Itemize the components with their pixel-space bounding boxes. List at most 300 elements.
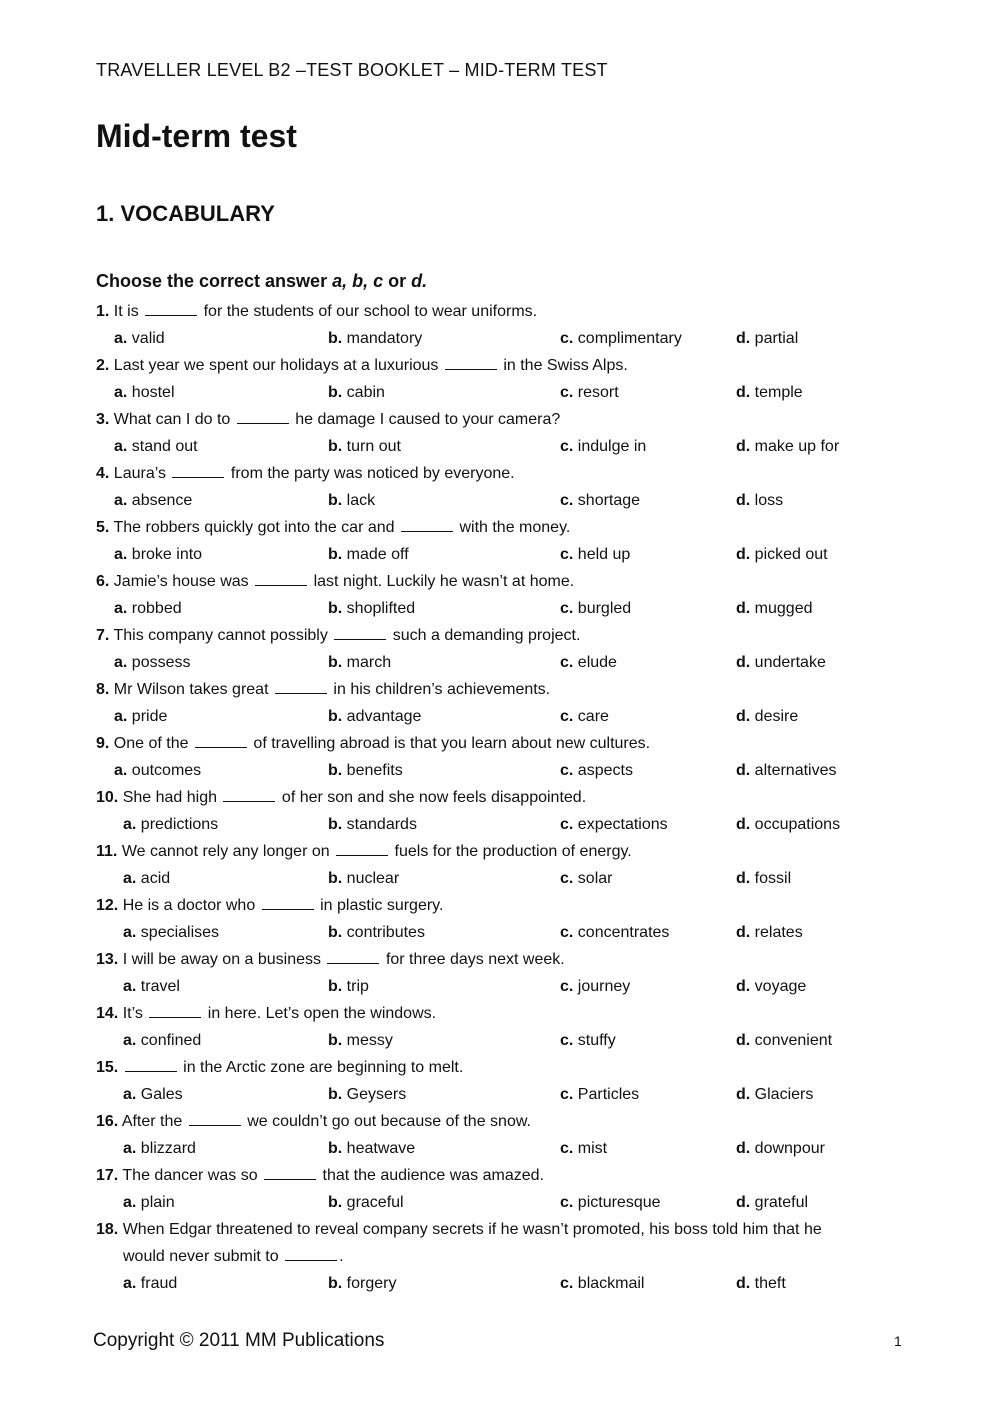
answer-option[interactable] [736,1189,808,1216]
answer-option[interactable] [328,811,417,838]
option-text: forgery [346,1275,397,1292]
option-row [96,487,916,514]
answer-option[interactable] [736,541,828,568]
option-text: journey [577,978,631,995]
answer-option[interactable] [736,1135,825,1162]
option-letter: d. [736,708,751,725]
question-text-before: When Edgar threatened to reveal company secrets if he wasn’t promoted, his boss told him that he [122,1221,822,1238]
answer-option[interactable] [123,1081,183,1108]
option-text: solar [577,870,613,887]
answer-option[interactable] [328,703,421,730]
option-row [96,919,916,946]
question-number: 10. [96,789,119,806]
option-text: concentrates [577,924,670,941]
question-text-after: that the audience was amazed. [322,1167,544,1184]
option-row [96,649,916,676]
answer-option[interactable] [328,1135,415,1162]
answer-option[interactable] [560,1189,661,1216]
option-letter: c. [560,978,574,995]
question-text-after: such a demanding project. [392,627,581,644]
question-text-before: Mr Wilson takes great [113,681,269,698]
answer-option[interactable] [123,919,219,946]
answer-option[interactable] [328,1027,393,1054]
option-text: voyage [754,978,807,995]
option-text: heatwave [346,1140,416,1157]
answer-option[interactable] [328,1189,404,1216]
answer-option[interactable] [560,919,669,946]
option-text: expectations [577,816,668,833]
option-text: hostel [131,384,175,401]
option-text: advantage [346,708,422,725]
answer-option[interactable] [114,325,165,352]
option-letter: b. [328,1275,343,1292]
option-text: plain [140,1194,175,1211]
option-text: messy [346,1032,393,1049]
answer-blank[interactable] [275,678,327,694]
option-row [96,973,916,1000]
option-letter: c. [560,816,574,833]
answer-option[interactable] [560,703,609,730]
answer-option[interactable] [560,379,619,406]
question-text [96,352,916,379]
answer-option[interactable] [736,649,826,676]
question-number: 6. [96,573,110,590]
answer-option[interactable] [560,1270,644,1297]
question-number: 1. [96,303,110,320]
question-number: 18. [96,1221,119,1238]
answer-option[interactable] [114,649,191,676]
answer-option[interactable] [560,325,682,352]
option-letter: c. [560,546,574,563]
answer-option[interactable] [123,1270,177,1297]
question-text [96,1108,916,1135]
question-text [96,514,916,541]
question-text-before: This company cannot possibly [113,627,328,644]
option-row [96,811,916,838]
answer-option[interactable] [560,595,631,622]
answer-option[interactable] [114,487,192,514]
option-letter: c. [560,1032,574,1049]
option-text: possess [131,654,191,671]
answer-option[interactable] [560,973,630,1000]
option-text: cabin [346,384,385,401]
answer-blank[interactable] [145,300,197,316]
question-text-after: of travelling abroad is that you learn about new cultures. [253,735,651,752]
answer-option[interactable] [328,1081,406,1108]
question-text-before: The dancer was so [122,1167,258,1184]
option-letter: b. [328,600,343,617]
option-text: picked out [754,546,828,563]
question-text-before: Jamie’s house was [113,573,249,590]
option-letter: d. [736,816,751,833]
answer-blank[interactable] [262,894,314,910]
question-text-before: It’s [122,1005,143,1022]
answer-option[interactable] [114,595,182,622]
option-row [96,379,916,406]
option-text: shoplifted [346,600,416,617]
option-letter: a. [114,384,128,401]
option-text: lack [346,492,376,509]
answer-option[interactable] [736,433,839,460]
copyright: Copyright © 2011 MM Publications [93,1330,385,1351]
option-row [96,595,916,622]
option-text: desire [754,708,799,725]
answer-blank[interactable] [223,786,275,802]
answer-option[interactable] [560,1135,607,1162]
question-text-before: The robbers quickly got into the car and [113,519,395,536]
option-letter: b. [328,708,343,725]
option-text: made off [346,546,409,563]
question-text [96,838,916,865]
option-letter: a. [123,978,137,995]
answer-option[interactable] [123,973,180,1000]
question-text [96,298,916,325]
option-text: benefits [346,762,403,779]
question-text-after: for three days next week. [385,951,565,968]
question-number: 7. [96,627,110,644]
option-row [96,865,916,892]
option-letter: d. [736,762,751,779]
option-row [96,433,916,460]
option-letter: c. [560,870,574,887]
answer-option[interactable] [328,433,401,460]
option-text: occupations [754,816,841,833]
page-header: TRAVELLER LEVEL B2 –TEST BOOKLET – MID-TERM TEST [96,60,608,80]
option-letter: c. [560,438,574,455]
answer-option[interactable] [328,919,425,946]
question-text-before: He is a doctor who [122,897,256,914]
answer-option[interactable] [328,595,415,622]
option-text: picturesque [577,1194,661,1211]
answer-option[interactable] [560,541,630,568]
option-text: resort [577,384,619,401]
option-text: partial [754,330,799,347]
answer-option[interactable] [560,1081,639,1108]
question-number: 5. [96,519,110,536]
option-letter: a. [123,816,137,833]
answer-option[interactable] [736,919,803,946]
option-letter: a. [123,924,137,941]
answer-option[interactable] [736,325,798,352]
answer-option[interactable] [114,433,198,460]
question-number: 9. [96,735,110,752]
answer-option[interactable] [560,487,640,514]
option-text: theft [754,1275,786,1292]
option-text: graceful [346,1194,404,1211]
option-text: Gales [140,1086,183,1103]
option-text: convenient [754,1032,833,1049]
option-letter: c. [560,1275,574,1292]
answer-option[interactable] [114,541,202,568]
answer-option[interactable] [736,703,798,730]
option-letter: b. [328,1086,343,1103]
option-letter: a. [114,762,128,779]
answer-blank[interactable] [445,354,497,370]
answer-option[interactable] [560,1027,616,1054]
answer-blank[interactable] [336,840,388,856]
option-letter: a. [123,870,137,887]
option-letter: a. [114,330,128,347]
answer-blank[interactable] [237,408,289,424]
answer-option[interactable] [560,811,668,838]
option-letter: a. [123,1140,137,1157]
option-text: contributes [346,924,425,941]
answer-option[interactable] [123,865,170,892]
answer-blank[interactable] [334,624,386,640]
option-letter: d. [736,438,751,455]
option-letter: b. [328,384,343,401]
option-letter: d. [736,1086,751,1103]
question-text-before: I will be away on a business [122,951,322,968]
answer-blank[interactable] [401,516,453,532]
question-text-after: he damage I caused to your camera? [295,411,561,428]
option-letter: b. [328,762,343,779]
option-letter: d. [736,546,751,563]
question-text [96,676,916,703]
question-text [96,1054,916,1081]
question-text-after: in here. Let’s open the windows. [207,1005,437,1022]
option-letter: c. [560,924,574,941]
option-text: complimentary [577,330,682,347]
question-number: 15. [96,1059,119,1076]
option-letter: c. [560,1140,574,1157]
option-text: stand out [131,438,198,455]
answer-option[interactable] [560,757,633,784]
option-text: outcomes [131,762,202,779]
option-text: make up for [754,438,840,455]
answer-option[interactable] [328,973,369,1000]
question-number: 13. [96,951,119,968]
option-text: valid [131,330,165,347]
option-text: elude [577,654,617,671]
question-number: 16. [96,1113,119,1130]
question-number: 8. [96,681,110,698]
option-text: fraud [140,1275,178,1292]
option-letter: c. [560,762,574,779]
answer-blank[interactable] [189,1110,241,1126]
answer-option[interactable] [114,379,175,406]
option-letter: c. [560,1086,574,1103]
option-text: alternatives [754,762,837,779]
question-text [96,1216,916,1243]
option-letter: c. [560,600,574,617]
answer-option[interactable] [736,811,840,838]
option-letter: d. [736,654,751,671]
option-letter: b. [328,816,343,833]
page-title: Mid-term test [96,118,297,154]
option-letter: d. [736,1275,751,1292]
option-letter: a. [123,1275,137,1292]
answer-option[interactable] [736,1027,832,1054]
question-text [96,1000,916,1027]
question-number: 11. [96,843,118,860]
option-text: held up [577,546,631,563]
option-letter: d. [736,384,751,401]
answer-option[interactable] [328,649,391,676]
option-text: robbed [131,600,182,617]
answer-blank[interactable] [327,948,379,964]
option-row [96,325,916,352]
question-text [96,406,916,433]
question-text-after: for the students of our school to wear uniforms. [203,303,538,320]
option-text: shortage [577,492,641,509]
question-text-after: . [339,1248,344,1265]
option-text: standards [346,816,417,833]
question-text [96,460,916,487]
option-letter: b. [328,492,343,509]
option-letter: d. [736,492,751,509]
question-text-after: in plastic surgery. [320,897,444,914]
option-text: fossil [754,870,792,887]
option-text: mugged [754,600,813,617]
question-text-after: fuels for the production of energy. [394,843,632,860]
option-letter: b. [328,1194,343,1211]
option-text: march [346,654,392,671]
question-text [96,946,916,973]
question-text-after: in the Arctic zone are beginning to melt. [183,1059,464,1076]
option-text: turn out [346,438,401,455]
option-text: mandatory [346,330,423,347]
option-letter: a. [123,1086,137,1103]
option-text: blackmail [577,1275,645,1292]
option-text: specialises [140,924,220,941]
answer-option[interactable] [328,1270,396,1297]
option-letter: b. [328,924,343,941]
question-text-before: What can I do to [113,411,231,428]
option-text: undertake [754,654,826,671]
option-text: relates [754,924,803,941]
answer-blank[interactable] [195,732,247,748]
option-letter: d. [736,978,751,995]
question-text-after: with the money. [459,519,571,536]
question-text-after: last night. Luckily he wasn’t at home. [313,573,575,590]
answer-option[interactable] [328,541,409,568]
question-text-before: Last year we spent our holidays at a luxurious [113,357,439,374]
option-text: temple [754,384,803,401]
answer-option[interactable] [123,811,218,838]
instruction-letters: a, b, c [332,271,384,291]
option-text: stuffy [577,1032,616,1049]
answer-option[interactable] [736,595,813,622]
answer-option[interactable] [328,865,399,892]
question-text [96,622,916,649]
option-letter: b. [328,978,343,995]
answer-option[interactable] [560,649,617,676]
question-number: 12. [96,897,119,914]
option-row [96,1270,916,1297]
answer-blank[interactable] [285,1245,337,1261]
option-letter: b. [328,330,343,347]
option-text: Geysers [346,1086,407,1103]
option-letter: b. [328,438,343,455]
question-text-before: It is [113,303,139,320]
answer-option[interactable] [736,1081,813,1108]
answer-option[interactable] [736,1270,786,1297]
option-text: Particles [577,1086,640,1103]
answer-blank[interactable] [125,1056,177,1072]
option-letter: d. [736,924,751,941]
option-letter: a. [123,1032,137,1049]
option-row [96,1135,916,1162]
answer-option[interactable] [736,757,837,784]
question-text [96,892,916,919]
option-letter: a. [114,492,128,509]
question-text-before: Laura’s [113,465,166,482]
answer-blank[interactable] [264,1164,316,1180]
answer-option[interactable] [736,487,783,514]
option-text: loss [754,492,784,509]
option-text: travel [140,978,180,995]
option-text: broke into [131,546,203,563]
question-text-before: We cannot rely any longer on [121,843,330,860]
answer-option[interactable] [328,757,403,784]
option-letter: a. [114,708,128,725]
option-letter: b. [328,546,343,563]
answer-option[interactable] [114,703,167,730]
option-letter: d. [736,1032,751,1049]
instruction [96,271,427,292]
answer-option[interactable] [123,1135,196,1162]
answer-option[interactable] [114,757,201,784]
answer-option[interactable] [736,865,791,892]
option-text: care [577,708,609,725]
instruction-last: d. [411,271,428,291]
option-text: nuclear [346,870,400,887]
option-letter: a. [114,600,128,617]
option-text: pride [131,708,168,725]
answer-option[interactable] [736,973,806,1000]
question-list [96,298,916,1297]
answer-option[interactable] [560,433,646,460]
page-number: 1 [894,1333,902,1349]
option-letter: d. [736,870,751,887]
option-letter: a. [114,438,128,455]
option-row [96,757,916,784]
option-letter: d. [736,330,751,347]
option-text: confined [140,1032,202,1049]
answer-option[interactable] [328,379,385,406]
answer-blank[interactable] [172,462,224,478]
answer-option[interactable] [123,1027,201,1054]
answer-blank[interactable] [255,570,307,586]
option-row [96,1081,916,1108]
option-letter: c. [560,654,574,671]
option-letter: c. [560,384,574,401]
question-text-before: One of the [113,735,189,752]
option-letter: c. [560,708,574,725]
question-text [96,730,916,757]
answer-option[interactable] [123,1189,175,1216]
option-letter: c. [560,1194,574,1211]
answer-option[interactable] [328,325,422,352]
question-text-before: After the [121,1113,183,1130]
answer-option[interactable] [328,487,375,514]
question-number: 14. [96,1005,119,1022]
option-row [96,703,916,730]
answer-option[interactable] [560,865,612,892]
option-letter: a. [114,654,128,671]
question-text-before: She had high [122,789,218,806]
question-number: 4. [96,465,110,482]
option-text: indulge in [577,438,647,455]
option-text: aspects [577,762,633,779]
question-text-after: from the party was noticed by everyone. [230,465,515,482]
answer-blank[interactable] [149,1002,201,1018]
answer-option[interactable] [736,379,803,406]
option-letter: b. [328,654,343,671]
option-text: burgled [577,600,632,617]
instruction-mid: or [383,271,412,291]
